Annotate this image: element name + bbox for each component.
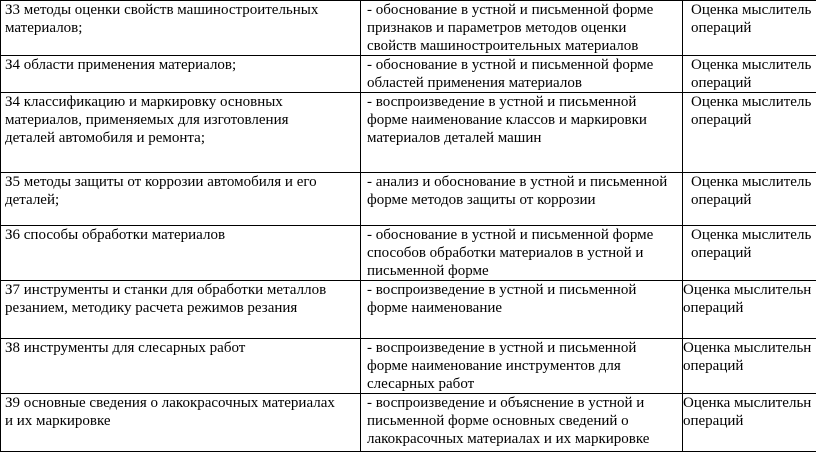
- method-cell: Оценка мыслительн операций: [683, 339, 816, 394]
- table-row: [1, 281, 816, 339]
- method-cell: Оценка мыслитель операций: [683, 56, 816, 93]
- method-cell: Оценка мыслитель операций: [683, 173, 816, 226]
- criteria-cell: - обоснование в устной и письменной форме областей применения материалов: [361, 56, 683, 93]
- criteria-cell: - обоснование в устной и письменной форме способов обработки материалов в устной и письменной форме: [361, 226, 683, 281]
- topic-cell: З4 области применения материалов;: [1, 56, 361, 93]
- table-row: [1, 56, 816, 93]
- table-row: [1, 226, 816, 281]
- method-cell: Оценка мыслитель операций: [683, 226, 816, 281]
- table-row: [1, 394, 816, 452]
- topic-cell: З6 способы обработки материалов: [1, 226, 361, 281]
- criteria-cell: - воспроизведение в устной и письменной форме наименование классов и маркировки материалов деталей машин: [361, 93, 683, 173]
- topic-cell: З7 инструменты и станки для обработки металлов резанием, методику расчета режимов резания: [1, 281, 361, 339]
- method-cell: Оценка мыслительн операций: [683, 281, 816, 339]
- table-row: [1, 1, 816, 56]
- criteria-cell: - воспроизведение в устной и письменной форме наименование: [361, 281, 683, 339]
- method-cell: Оценка мыслитель операций: [683, 1, 816, 56]
- topic-cell: З8 инструменты для слесарных работ: [1, 339, 361, 394]
- topic-cell: З9 основные сведения о лакокрасочных материалах и их маркировке: [1, 394, 361, 452]
- table-row: [1, 339, 816, 394]
- topic-cell: З4 классификацию и маркировку основных материалов, применяемых для изготовления деталей автомобиля и ремонта;: [1, 93, 361, 173]
- criteria-cell: - воспроизведение и объяснение в устной и письменной форме основных сведений о лакокрасочных материалах и их маркировке: [361, 394, 683, 452]
- criteria-cell: - воспроизведение в устной и письменной форме наименование инструментов для слесарных работ: [361, 339, 683, 394]
- topic-cell: З5 методы защиты от коррозии автомобиля и его деталей;: [1, 173, 361, 226]
- table-row: [1, 173, 816, 226]
- method-cell: Оценка мыслительн операций: [683, 394, 816, 452]
- topic-cell: З3 методы оценки свойств машиностроительных материалов;: [1, 1, 361, 56]
- method-cell: Оценка мыслитель операций: [683, 93, 816, 173]
- table-row: [1, 93, 816, 173]
- criteria-cell: - обоснование в устной и письменной форме признаков и параметров методов оценки свойств машиностроительных материалов: [361, 1, 683, 56]
- criteria-cell: - анализ и обоснование в устной и письменной форме методов защиты от коррозии: [361, 173, 683, 226]
